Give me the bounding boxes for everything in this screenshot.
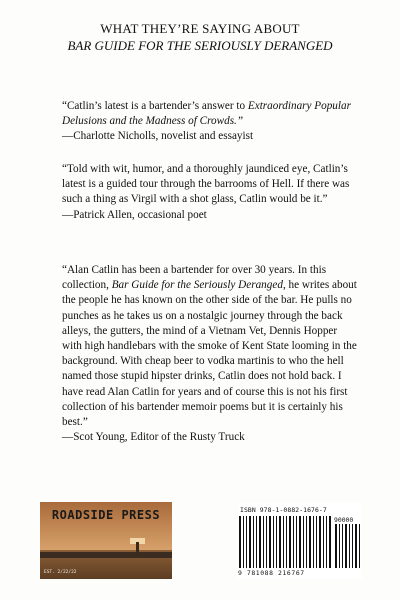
blurb-quote-text-continued: , he writes about the people he has known on the other side of the bar. He pulls no punches as he takes us on a nostalgic journey through the back alleys, the gutters, the mind of a Vietnam Vet, Dennis Hopper with high handlebars with the smoke of Kent State looming in the background. With cheap beer to vodka martinis to who the hell named those stupid hipster drinks, Catlin does not hold back. I have read Alan Catlin for years and of course this is not his first collection of his bartender memoir poems but it is certainly his best.” (62, 279, 357, 429)
blurb-quote-text: “Alan Catlin has been a bartender for over 30 years. In this collection, (62, 264, 327, 292)
publisher-name: ROADSIDE PRESS (51, 508, 161, 522)
barcode-bars (238, 516, 332, 568)
blurb-charlotte-nicholls (62, 99, 358, 145)
isbn-number: ISBN 978-1-0882-1676-7 (240, 506, 327, 514)
blurb-attribution: —Scot Young, Editor of the Rusty Truck (62, 431, 245, 444)
blurb-attribution: —Patrick Allen, occasional poet (62, 208, 207, 221)
publisher-logo (40, 502, 172, 579)
blurb-quote-italic-title: Bar Guide for the Seriously Deranged (111, 279, 283, 292)
blurb-patrick-allen (62, 162, 358, 223)
logo-sign-post (136, 542, 139, 556)
isbn-barcode (238, 503, 362, 579)
price-code: 90000 (334, 516, 354, 524)
blurb-attribution: —Charlotte Nicholls, novelist and essayist (62, 130, 254, 143)
praise-heading-line1: WHAT THEY’RE SAYING ABOUT (100, 21, 300, 36)
price-barcode-bars (334, 524, 362, 568)
praise-heading (0, 20, 400, 54)
blurb-quote-close: ” (236, 115, 244, 128)
blurb-quote-text: “Catlin’s latest is a bartender’s answer to (62, 100, 248, 112)
blurb-quote-italic-title: Extraordinary Popular Delusions and the Madness of Crowds. (62, 100, 351, 128)
blurb-quote: “Told with wit, humor, and a thoroughly jaundiced eye, Catlin’s latest is a guided tour through the barrooms of Hell. If there was such a thing as Virgil with a shot glass, Catlin would be it.” (62, 163, 350, 206)
blurb-quote (62, 99, 358, 129)
praise-heading-book-title: BAR GUIDE FOR THE SERIOUSLY DERANGED (67, 38, 333, 53)
blurb-quote (62, 263, 358, 430)
logo-road (40, 552, 172, 558)
blurb-scot-young (62, 263, 358, 445)
barcode-digits: 9 781088 216767 (238, 569, 305, 577)
publisher-established: EST. 2/22/22 (44, 570, 77, 575)
